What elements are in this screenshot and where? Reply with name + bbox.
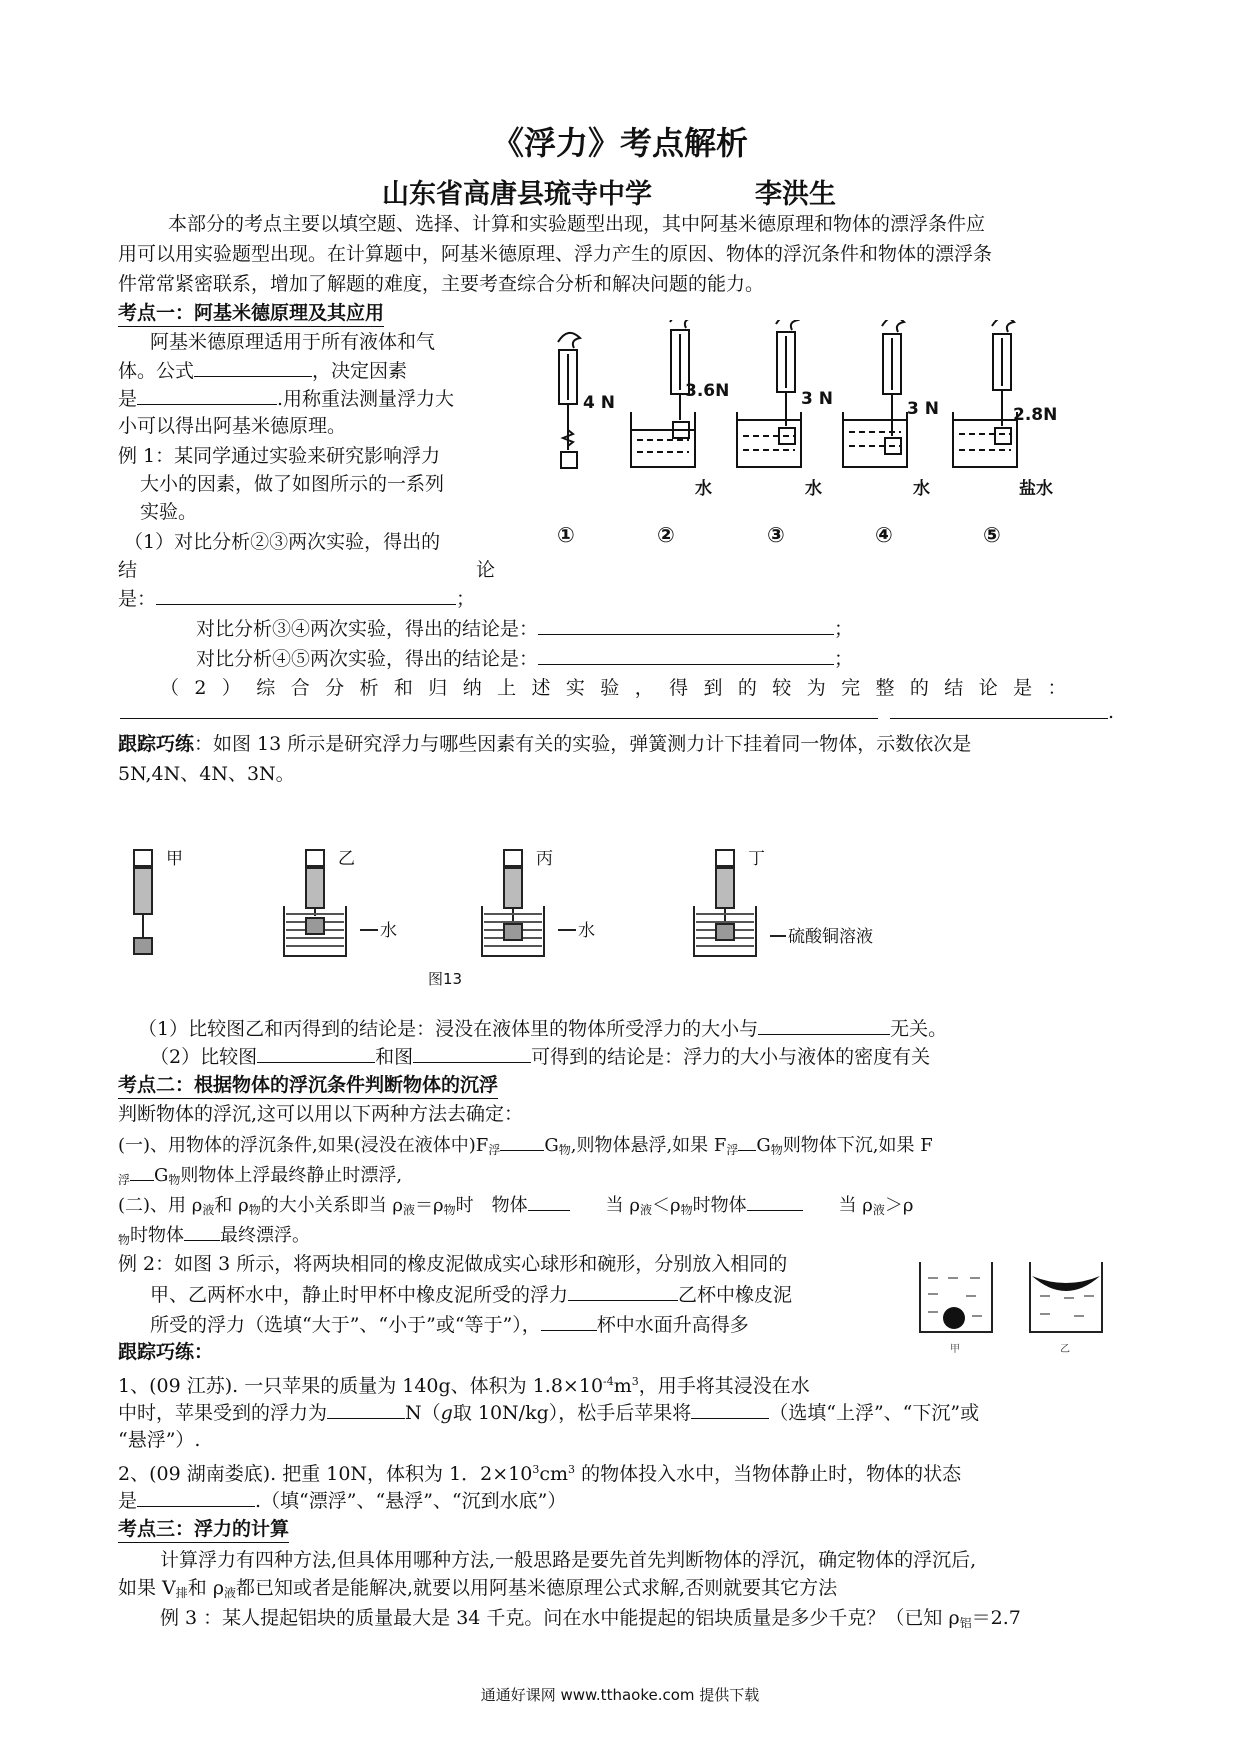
example3-line: 例 3 ：某人提起铝块的质量最大是 34 千克。问在水中能提起的铝块质量是多少千克？（已知 $\rho_铝=2.7$ bbox=[160, 1607, 1021, 1630]
period: . bbox=[1108, 701, 1115, 723]
fig-label-2: ② bbox=[657, 523, 675, 547]
page-title: 《浮力》考点解析 bbox=[491, 124, 748, 162]
figure-3-cups bbox=[914, 1256, 1114, 1360]
blank-track1-q2a[interactable] bbox=[257, 1042, 375, 1063]
question-line: 对比分析④⑤两次实验，得出的结论是： ； bbox=[196, 644, 853, 673]
blank-m2-1[interactable] bbox=[528, 1190, 570, 1211]
blank-ex2-2[interactable] bbox=[541, 1310, 597, 1331]
question-line: 对比分析③④两次实验，得出的结论是： ； bbox=[196, 614, 853, 643]
spring-scale-2 bbox=[670, 320, 692, 438]
clay-bowl bbox=[1032, 1276, 1100, 1291]
section2-line: 判断物体的浮沉,这可以用以下两种方法去确定： bbox=[118, 1103, 524, 1125]
label-jia: 甲 bbox=[166, 849, 183, 869]
reading-3: 3 N bbox=[801, 389, 833, 409]
section3-line: 如果 $V_排$和 $\rho_液$都已知或者是能解决,就要以用阿基米德原理公式求解,否则就要其它方法 bbox=[118, 1577, 838, 1600]
reading-2: 3.6N bbox=[685, 381, 730, 401]
author-name: 李洪生 bbox=[755, 179, 836, 210]
track2-line: 中时，苹果受到的浮力为 N（g取 10N/kg），松手后苹果将 （选填“上浮”、“下沉”或 bbox=[118, 1398, 979, 1427]
blank-p1-state[interactable] bbox=[691, 1398, 769, 1419]
example1-line: 例 1：某同学通过实验来研究影响浮力 bbox=[118, 445, 441, 467]
question-line: （1）对比分析②③两次实验，得出的 bbox=[124, 531, 441, 553]
blank-conclusion-23[interactable] bbox=[156, 584, 456, 605]
liquid-ding: 硫酸铜溶液 bbox=[788, 927, 873, 947]
reading-5: 2.8N bbox=[1013, 405, 1058, 425]
track1-question: （2）比较图 和图 可得到的结论是：浮力的大小与液体的密度有关 bbox=[150, 1042, 930, 1071]
figure13-caption: 图13 bbox=[428, 970, 463, 988]
fig-label-5: ⑤ bbox=[983, 523, 1001, 547]
blank-p2-state[interactable] bbox=[137, 1486, 255, 1507]
track1-line: 跟踪巧练：如图 13 所示是研究浮力与哪些因素有关的实验，弹簧测力计下挂着同一物体，示数依次是 bbox=[118, 733, 972, 755]
spring-scale-1 bbox=[558, 333, 580, 468]
fig-label-3: ③ bbox=[767, 523, 785, 547]
blank-m1-3[interactable] bbox=[130, 1160, 154, 1181]
blank-m1-1[interactable] bbox=[500, 1130, 544, 1151]
liquid-label-3: 水 bbox=[805, 479, 822, 499]
section2-line: $_浮$ $G_物$则物体上浮最终静止时漂浮, bbox=[118, 1160, 402, 1194]
figure13-jia bbox=[134, 850, 152, 954]
blank-track1-q1[interactable] bbox=[758, 1014, 890, 1035]
section3-heading: 考点三：浮力的计算 bbox=[118, 1516, 289, 1543]
section2-line: (一)、用物体的浮沉条件,如果(浸没在液体中)$F_浮$ $G_物$,则物体悬浮,如果 $F_浮$ $G_物$则物体下沉,如果 F bbox=[118, 1130, 933, 1164]
fig-label-1: ① bbox=[557, 523, 575, 547]
beaker-5 bbox=[953, 412, 1017, 467]
blank-p1-buoyancy[interactable] bbox=[327, 1398, 405, 1419]
section1-heading: 考点一：阿基米德原理及其应用 bbox=[118, 300, 384, 327]
school-name: 山东省高唐县琉寺中学 bbox=[382, 179, 652, 210]
cup-yi bbox=[1030, 1262, 1102, 1332]
example2-line: 例 2：如图 3 所示，将两块相同的橡皮泥做成实心球形和碗形，分别放入相同的 bbox=[118, 1253, 788, 1275]
reading-1: 4 N bbox=[583, 393, 615, 413]
figure-13 bbox=[128, 846, 888, 996]
text-line: 是 .用称重法测量浮力大 bbox=[118, 384, 454, 413]
track2-heading: 跟踪巧练： bbox=[118, 1341, 214, 1363]
spring-scale-4 bbox=[882, 320, 904, 454]
question-line: 论 bbox=[476, 559, 496, 581]
footer: 通通好课网 www.tthaoke.com 提供下载 bbox=[480, 1686, 760, 1704]
intro-line: 用可以用实验题型出现。在计算题中，阿基米德原理、浮力产生的原因、物体的浮沉条件和物体的漂浮条 bbox=[118, 243, 993, 265]
beaker-4 bbox=[843, 412, 907, 467]
figure13-bing bbox=[482, 850, 544, 956]
example2-line: 甲、乙两杯水中，静止时甲杯中橡皮泥所受的浮力 乙杯中橡皮泥 bbox=[150, 1280, 792, 1309]
figure-spring-scale-experiments bbox=[525, 320, 1125, 560]
label-jia: 甲 bbox=[950, 1344, 960, 1355]
blank-m1-2[interactable] bbox=[738, 1130, 756, 1151]
spring-scale-3 bbox=[776, 320, 798, 444]
blank-m2-2[interactable] bbox=[747, 1190, 803, 1211]
blank-complete-conclusion[interactable] bbox=[120, 718, 878, 719]
intro-line: 件常常紧密联系，增加了解题的难度，主要考查综合分析和解决问题的能力。 bbox=[118, 273, 765, 295]
label-yi: 乙 bbox=[1060, 1344, 1070, 1355]
blank-complete-conclusion-2[interactable] bbox=[890, 718, 1108, 719]
beaker-3 bbox=[737, 412, 801, 467]
label-ding: 丁 bbox=[748, 849, 765, 869]
blank-conclusion-34[interactable] bbox=[538, 614, 834, 635]
section2-line: (二)、用 $\rho_液$和 $\rho_物$的大小关系即当 $\rho_液=\rho_物$时 物体 当 $\rho_液<\rho_物$时物体 当 $\rho_液>\rho$ bbox=[118, 1190, 914, 1224]
label-bing: 丙 bbox=[536, 849, 553, 869]
blank-factors[interactable] bbox=[137, 384, 277, 405]
blank-ex2-1[interactable] bbox=[568, 1280, 678, 1301]
question-line: （2）综合分析和归纳上述实验，得到的较为完整的结论是： bbox=[160, 677, 1082, 699]
example1-line: 实验。 bbox=[140, 501, 198, 523]
example1-line: 大小的因素，做了如图所示的一系列 bbox=[140, 473, 445, 495]
reading-4: 3 N bbox=[907, 399, 939, 419]
clay-ball bbox=[943, 1307, 965, 1329]
spring-scale-5 bbox=[992, 320, 1014, 444]
label-yi: 乙 bbox=[338, 849, 355, 869]
section2-heading: 考点二：根据物体的浮沉条件判断物体的沉浮 bbox=[118, 1072, 498, 1099]
figure13-yi bbox=[284, 850, 346, 956]
track2-line: 1、(09 江苏). 一只苹果的质量为 140g、体积为 $1.8\times 10^{-4}m^3$，用手将其浸没在水 bbox=[118, 1375, 810, 1397]
intro-line: 本部分的考点主要以填空题、选择、计算和实验题型出现，其中阿基米德原理和物体的漂浮条件应 bbox=[168, 213, 986, 235]
track2-line: 是 .（填“漂浮”、“悬浮”、“沉到水底”） bbox=[118, 1486, 566, 1515]
liquid-yi: 水 bbox=[380, 921, 397, 941]
track2-line: 2、(09 湖南娄底). 把重 10N，体积为 1．$2\times 10^3cm^3$ 的物体投入水中，当物体静止时，物体的状态 bbox=[118, 1463, 962, 1485]
question-line: 结 bbox=[118, 559, 138, 581]
fig-label-4: ④ bbox=[875, 523, 893, 547]
liquid-label-5: 盐水 bbox=[1019, 479, 1053, 499]
liquid-bing: 水 bbox=[578, 921, 595, 941]
track1-line: 5N,4N、4N、3N。 bbox=[118, 763, 295, 785]
blank-conclusion-45[interactable] bbox=[538, 644, 834, 665]
liquid-label-4: 水 bbox=[913, 479, 930, 499]
track2-line: “悬浮”）. bbox=[118, 1429, 201, 1451]
liquid-label-2: 水 bbox=[695, 479, 712, 499]
text-line: 小可以得出阿基米德原理。 bbox=[118, 415, 347, 437]
section2-line: $_物$时物体 最终漂浮。 bbox=[118, 1220, 310, 1254]
blank-m2-3[interactable] bbox=[184, 1220, 220, 1241]
blank-formula[interactable] bbox=[194, 356, 312, 377]
beaker-2 bbox=[631, 412, 695, 467]
section3-line: 计算浮力有四种方法,但具体用哪种方法,一般思路是要先首先判断物体的浮沉，确定物体的浮沉后, bbox=[160, 1549, 977, 1571]
text-line: 体。公式 ，决定因素 bbox=[118, 356, 407, 385]
text-line: 阿基米德原理适用于所有液体和气 bbox=[150, 331, 436, 353]
question-line: 是： ； bbox=[118, 584, 475, 613]
example2-line: 所受的浮力（选填“大于”、“小于”或“等于”）， 杯中水面升高得多 bbox=[150, 1310, 749, 1339]
figure13-ding bbox=[694, 850, 756, 956]
blank-track1-q2b[interactable] bbox=[413, 1042, 531, 1063]
track1-question: （1）比较图乙和丙得到的结论是：浸没在液体里的物体所受浮力的大小与 无关。 bbox=[138, 1014, 947, 1043]
